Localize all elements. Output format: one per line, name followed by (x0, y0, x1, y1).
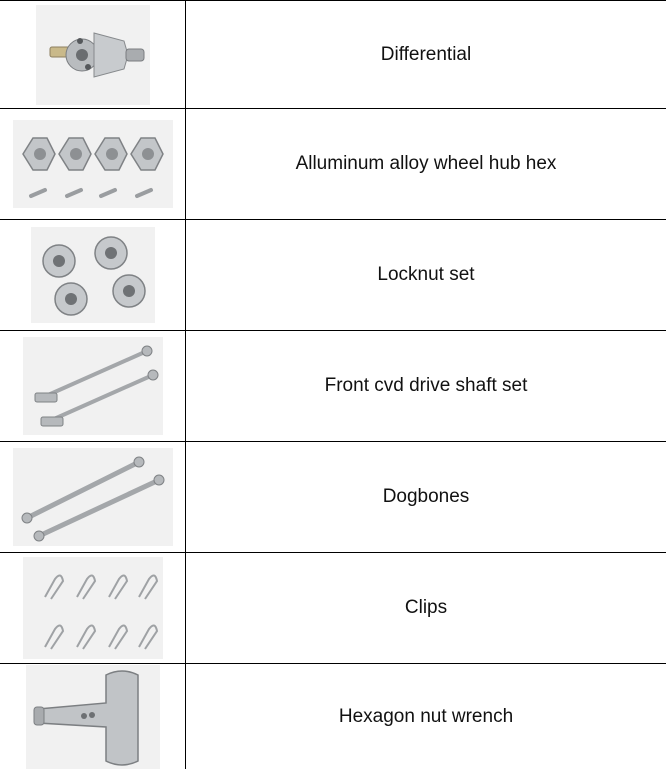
table-row (0, 664, 666, 769)
drive-shaft-icon (23, 337, 163, 435)
part-name: Front cvd drive shaft set (324, 375, 528, 396)
part-name: Hexagon nut wrench (338, 705, 514, 727)
locknut-icon (31, 227, 155, 323)
table-row (0, 109, 666, 220)
clip-icon (23, 557, 163, 659)
table-row (0, 442, 666, 553)
differential-icon (36, 5, 150, 105)
part-name: Alluminum alloy wheel hub hex (295, 153, 557, 174)
part-image-cell (0, 1, 186, 108)
part-image-cell (0, 331, 186, 441)
part-image-cell (0, 220, 186, 330)
part-name: Differential (380, 43, 472, 65)
part-image-cell (0, 442, 186, 552)
table-row (0, 553, 666, 664)
part-image-cell (0, 109, 186, 219)
part-name: Locknut set (377, 264, 475, 285)
table-row (0, 220, 666, 331)
table-row (0, 331, 666, 442)
table-row (0, 1, 666, 109)
part-image-cell (0, 664, 186, 769)
part-image-cell (0, 553, 186, 663)
wrench-icon (26, 665, 160, 769)
part-name: Clips (404, 597, 448, 618)
wheel-hub-hex-icon (13, 120, 173, 208)
dogbone-icon (13, 448, 173, 546)
part-name: Dogbones (382, 486, 470, 507)
